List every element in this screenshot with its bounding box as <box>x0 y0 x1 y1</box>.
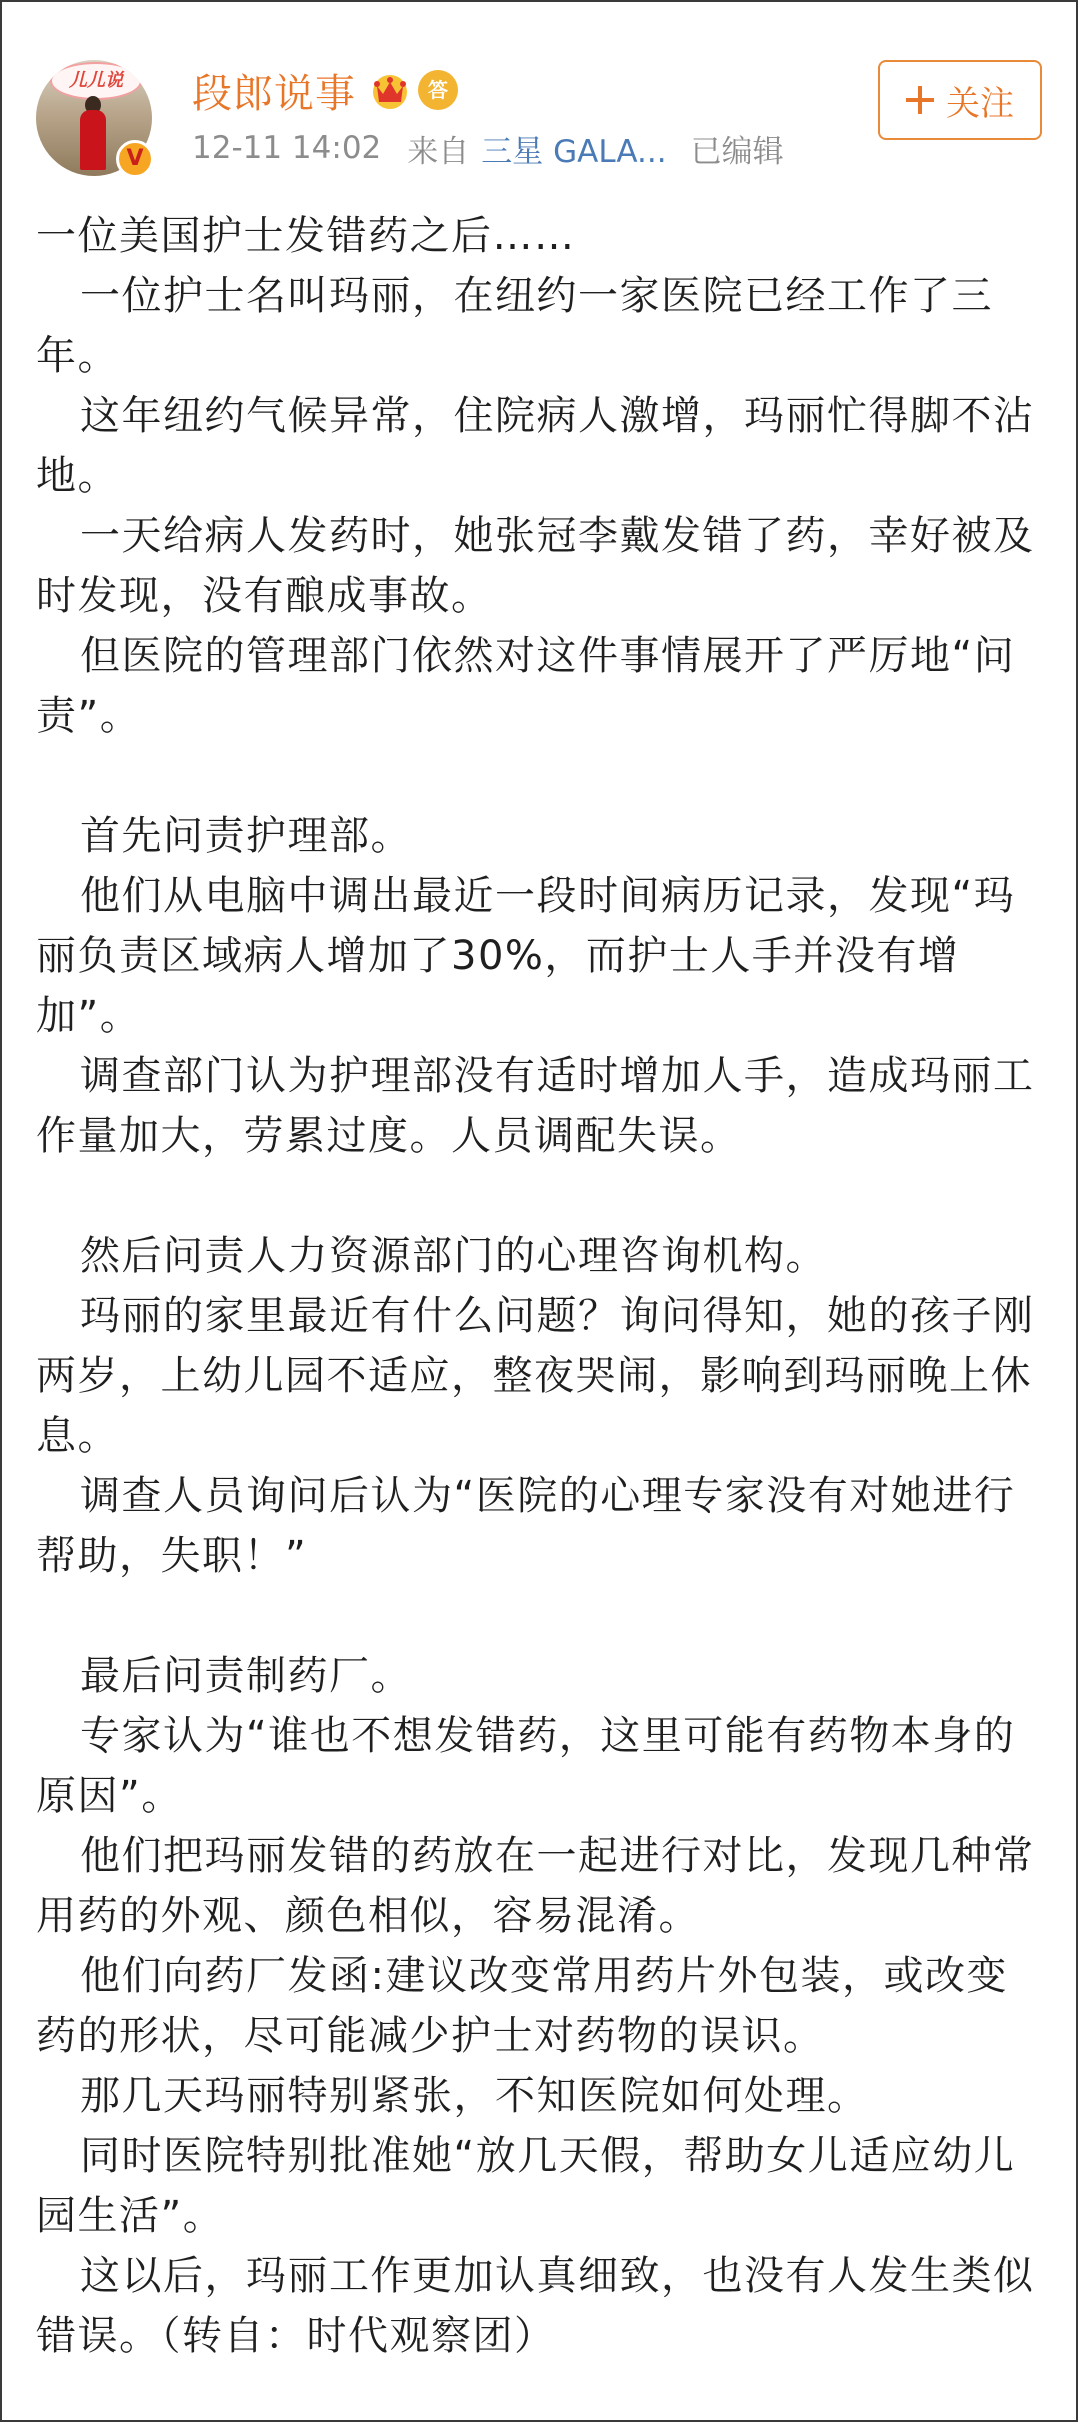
crown-icon <box>368 70 412 110</box>
post-time: 12-11 14:02 <box>192 130 382 166</box>
author-name[interactable]: 段郎说事 <box>192 70 356 117</box>
paragraph: 那几天玛丽特别紧张，不知医院如何处理。 <box>80 2073 869 2119</box>
post-meta <box>192 126 784 170</box>
paragraph: 他们把玛丽发错的药放在一起进行对比，发现几种常用药的外观、颜色相似，容易混淆。 <box>36 1833 1035 1939</box>
paragraph: 调查人员询问后认为“医院的心理专家没有对她进行帮助，失职！” <box>36 1473 1016 1579</box>
paragraph: 首先问责护理部。 <box>80 813 412 859</box>
paragraph: 这以后，玛丽工作更加认真细致，也没有人发生类似错误。（转自：时代观察团） <box>36 2253 1035 2359</box>
answer-badge-icon: 答 <box>418 70 458 110</box>
plus-icon <box>906 86 934 114</box>
paragraph: 他们从电脑中调出最近一段时间病历记录，发现“玛丽负责区域病人增加了30%，而护士人手并没有增加”。 <box>36 873 1016 1039</box>
paragraph-gap <box>36 746 1046 806</box>
paragraph: 玛丽的家里最近有什么问题？询问得知，她的孩子刚两岁，上幼儿园不适应，整夜哭闹，影响到玛丽晚上休息。 <box>36 1293 1035 1459</box>
paragraph-gap <box>36 1586 1046 1646</box>
paragraph: 同时医院特别批准她“放几天假，帮助女儿适应幼儿园生活”。 <box>36 2133 1016 2239</box>
paragraph: 但医院的管理部门依然对这件事情展开了严厉地“问责”。 <box>36 633 1016 739</box>
follow-label: 关注 <box>946 83 1014 124</box>
device-link[interactable]: 三星 GALA... <box>481 133 667 170</box>
paragraph-gap <box>36 1166 1046 1226</box>
post-header <box>36 60 1046 180</box>
author-name-row <box>192 62 458 118</box>
paragraph: 然后问责人力资源部门的心理咨询机构。 <box>80 1233 827 1279</box>
paragraph: 一位美国护士发错药之后…… <box>36 213 576 259</box>
follow-button[interactable] <box>878 60 1042 140</box>
from-label: 来自 <box>407 133 470 170</box>
avatar-person-body <box>80 110 106 170</box>
avatar-stamp: 儿儿说 <box>50 62 142 100</box>
paragraph: 专家认为“谁也不想发错药，这里可能有药物本身的原因”。 <box>36 1713 1016 1819</box>
post-content <box>36 206 1046 2366</box>
paragraph: 一位护士名叫玛丽，在纽约一家医院已经工作了三年。 <box>36 273 993 379</box>
verified-badge-icon <box>116 140 154 178</box>
edited-label[interactable]: 已编辑 <box>690 133 784 170</box>
verified-badge-label: V <box>126 146 144 171</box>
paragraph: 他们向药厂发函:建议改变常用药片外包装，或改变药的形状，尽可能减少护士对药物的误识。 <box>36 1953 1008 2059</box>
paragraph: 一天给病人发药时，她张冠李戴发错了药，幸好被及时发现，没有酿成事故。 <box>36 513 1035 619</box>
paragraph: 调查部门认为护理部没有适时增加人手，造成玛丽工作量加大，劳累过度。人员调配失误。 <box>36 1053 1035 1159</box>
paragraph: 最后问责制药厂。 <box>80 1653 412 1699</box>
paragraph: 这年纽约气候异常，住院病人激增，玛丽忙得脚不沾地。 <box>36 393 1035 499</box>
